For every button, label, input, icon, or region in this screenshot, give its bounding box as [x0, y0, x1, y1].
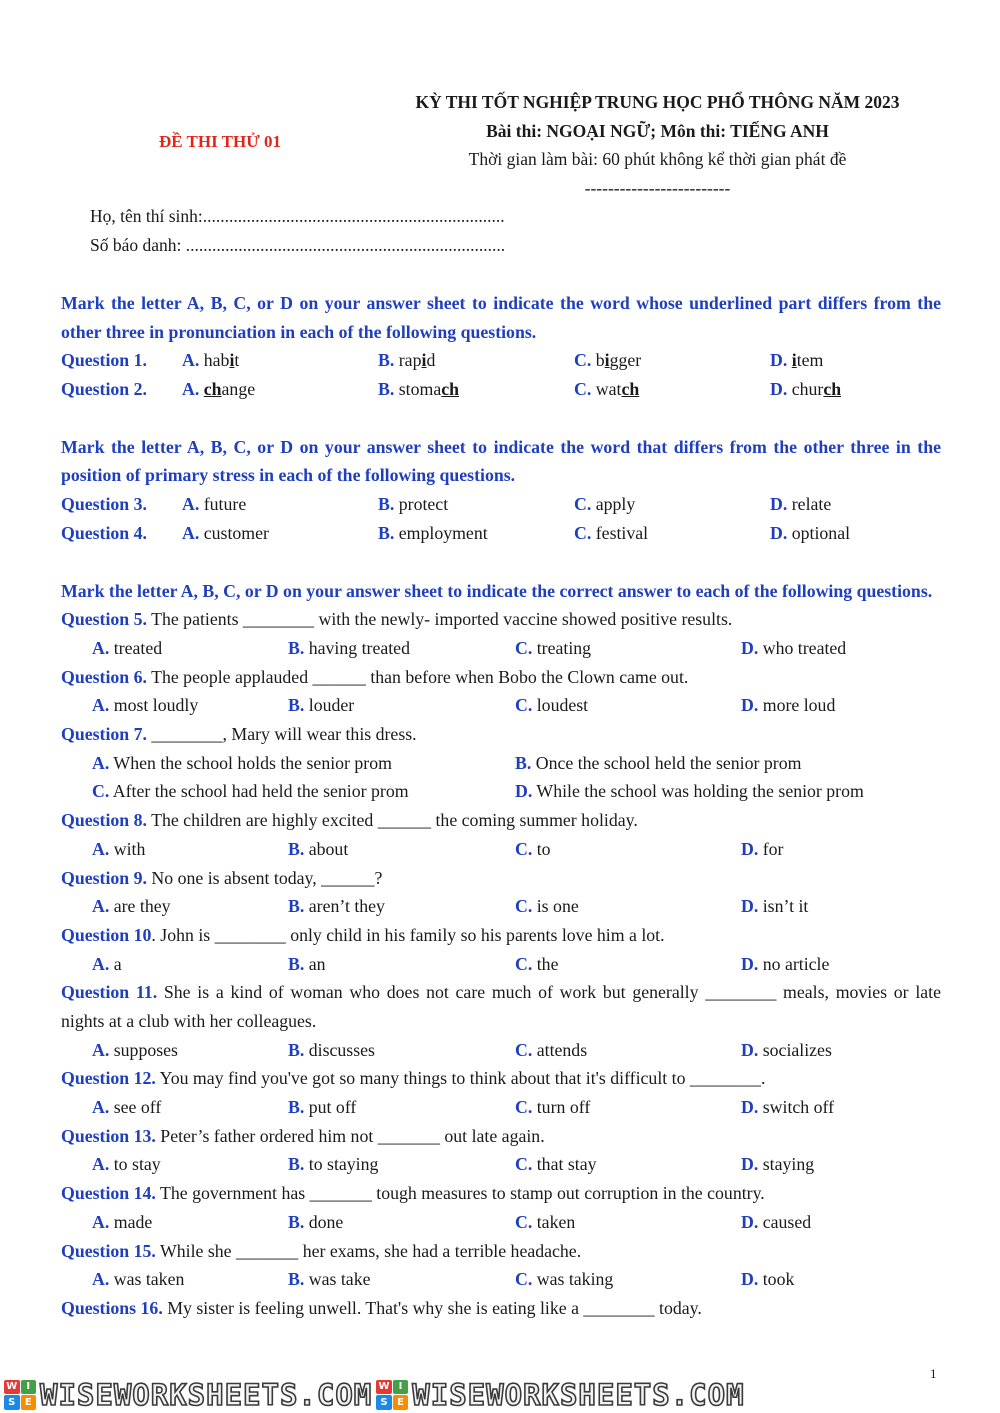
question-label: Question 2. — [61, 379, 147, 400]
option-c[interactable]: C. bigger — [574, 350, 642, 371]
option-c[interactable]: C. apply — [574, 494, 636, 515]
footer-watermark — [0, 1376, 1000, 1413]
option-a[interactable]: A. future — [182, 494, 247, 515]
option-a[interactable]: A. was taken — [92, 1269, 185, 1290]
option-a[interactable]: A. to stay — [92, 1154, 161, 1175]
option-b[interactable]: B. protect — [378, 494, 449, 515]
option-b[interactable]: B. about — [288, 838, 349, 859]
option-c[interactable]: C. that stay — [515, 1154, 597, 1175]
question-stem: Question 5. The patients ________ with the newly- imported vaccine showed positive results. — [61, 609, 733, 630]
options-row — [61, 950, 941, 979]
option-a[interactable]: A. change — [182, 379, 256, 400]
question-stem: Question 6. The people applauded ______ than before when Bobo the Clown came out. — [61, 666, 689, 687]
section2-instruction: Mark the letter A, B, C, or D on your answer sheet to indicate the word that differs from the other three in the position of primary stress in each of the following questions. — [61, 436, 941, 486]
option-b[interactable]: B. was take — [288, 1269, 371, 1290]
option-c[interactable]: C. the — [515, 953, 559, 974]
option-b[interactable]: B. having treated — [288, 637, 410, 658]
option-b[interactable]: B. louder — [288, 695, 355, 716]
option-c[interactable]: C. turn off — [515, 1097, 591, 1118]
option-c[interactable]: C. watch — [574, 379, 640, 400]
option-b[interactable]: B. stomach — [378, 379, 460, 400]
question-label: Question 1. — [61, 350, 147, 371]
question-stem: Question 8. The children are highly excited ______ the coming summer holiday. — [61, 810, 638, 831]
watermark-group — [4, 1378, 372, 1412]
question-row — [61, 519, 941, 548]
section3-instruction: Mark the letter A, B, C, or D on your answer sheet to indicate the correct answer to each of the following questions. — [61, 580, 933, 601]
options-row — [61, 892, 941, 921]
question-label: Question 4. — [61, 522, 147, 543]
option-b[interactable]: B. aren’t they — [288, 896, 385, 917]
question-stem: Question 12. You may find you've got so many things to think about that it's difficult to ________. — [61, 1068, 766, 1089]
subject-line: Bài thi: NGOẠI NGỮ; Môn thi: TIẾNG ANH — [486, 120, 829, 141]
option-d[interactable]: D. for — [741, 838, 784, 859]
question-stem: Question 13. Peter’s father ordered him not _______ out late again. — [61, 1125, 545, 1146]
question-stem: Question 11. She is a kind of woman who does not care much of work but generally ________ meals, movies or late nights at a club with her colleagues. — [61, 982, 941, 1031]
time-line: Thời gian làm bài: 60 phút không kể thời gian phát đề — [468, 149, 847, 169]
exam-header — [380, 88, 935, 202]
option-d[interactable]: D. church — [770, 379, 842, 400]
header-divider: ------------------------- — [584, 177, 731, 198]
option-c[interactable]: C. was taking — [515, 1269, 614, 1290]
option-b[interactable]: B. discusses — [288, 1039, 375, 1060]
watermark-text: WISEWORKSHEETS.COM — [412, 1377, 745, 1412]
candidate-id-line: Số báo danh: ......................................................................... — [90, 235, 506, 255]
option-d[interactable]: D. more loud — [741, 695, 836, 716]
options-row — [61, 634, 941, 663]
option-b[interactable]: B. rapid — [378, 350, 436, 371]
options-row — [61, 691, 941, 720]
option-a[interactable]: A. a — [92, 953, 122, 974]
option-a[interactable]: A. most loudly — [92, 695, 199, 716]
question-stem: Question 10. John is ________ only child in his family so his parents love him a lot. — [61, 924, 665, 945]
options-row — [61, 1265, 941, 1294]
exam-title: KỲ THI TỐT NGHIỆP TRUNG HỌC PHỔ THÔNG NĂM 2023 — [415, 92, 900, 112]
option-d[interactable]: D. relate — [770, 494, 832, 515]
option-d[interactable]: D. isn’t it — [741, 896, 809, 917]
option-d[interactable]: D. no article — [741, 953, 830, 974]
question-row — [61, 375, 941, 404]
options-row — [61, 1208, 941, 1237]
option-a[interactable]: A. supposes — [92, 1039, 178, 1060]
option-a[interactable]: A. habit — [182, 350, 240, 371]
options-row — [61, 1150, 941, 1179]
option-c[interactable]: C. treating — [515, 637, 592, 658]
test-label: ĐỀ THI THỬ 01 — [158, 132, 282, 151]
wise-logo-icon: W I S E — [4, 1380, 36, 1410]
option-d[interactable]: D. While the school was holding the senior prom — [515, 781, 864, 802]
options-row — [61, 835, 941, 864]
option-d[interactable]: D. staying — [741, 1154, 815, 1175]
question-row — [61, 490, 941, 519]
question-stem: Question 15. While she _______ her exams, she had a terrible headache. — [61, 1240, 582, 1261]
option-b[interactable]: B. Once the school held the senior prom — [515, 752, 802, 773]
option-a[interactable]: A. When the school holds the senior prom — [92, 752, 392, 773]
option-a[interactable]: A. with — [92, 838, 146, 859]
option-a[interactable]: A. are they — [92, 896, 171, 917]
option-b[interactable]: B. done — [288, 1211, 344, 1232]
question-stem: Question 14. The government has _______ tough measures to stamp out corruption in the country. — [61, 1183, 765, 1204]
option-d[interactable]: D. optional — [770, 522, 851, 543]
option-d[interactable]: D. took — [741, 1269, 795, 1290]
option-a[interactable]: A. made — [92, 1211, 153, 1232]
option-a[interactable]: A. customer — [182, 522, 269, 543]
section1-instruction: Mark the letter A, B, C, or D on your answer sheet to indicate the word whose underlined part differs from the other three in pronunciation in each of the following questions. — [61, 293, 941, 342]
options-row — [61, 1093, 941, 1122]
option-d[interactable]: D. switch off — [741, 1097, 835, 1118]
candidate-name-line: Họ, tên thí sinh:..................................................................... — [90, 206, 505, 226]
question-label: Question 3. — [61, 494, 147, 515]
option-d[interactable]: D. caused — [741, 1211, 812, 1232]
wise-logo-icon: W I S E — [376, 1380, 408, 1410]
question-row — [61, 346, 941, 375]
option-c[interactable]: C. loudest — [515, 695, 589, 716]
option-c[interactable]: C. After the school had held the senior prom — [92, 781, 409, 802]
option-c[interactable]: C. taken — [515, 1211, 576, 1232]
watermark-group — [376, 1378, 744, 1412]
option-c[interactable]: C. is one — [515, 896, 579, 917]
option-d[interactable]: D. who treated — [741, 637, 847, 658]
option-c[interactable]: C. attends — [515, 1039, 588, 1060]
option-a[interactable]: A. see off — [92, 1097, 162, 1118]
question-stem: Question 9. No one is absent today, ______? — [61, 867, 383, 888]
watermark-text: WISEWORKSHEETS.COM — [40, 1377, 373, 1412]
option-b[interactable]: B. an — [288, 953, 326, 974]
exam-content — [61, 289, 941, 1323]
option-b[interactable]: B. employment — [378, 522, 488, 543]
option-c[interactable]: C. festival — [574, 522, 649, 543]
option-d[interactable]: D. socializes — [741, 1039, 832, 1060]
options-row — [61, 777, 941, 806]
page-number: 1 — [930, 1366, 937, 1381]
option-b[interactable]: B. put off — [288, 1097, 357, 1118]
question-stem: Question 7. ________, Mary will wear this dress. — [61, 724, 417, 745]
options-row — [61, 749, 941, 778]
options-row — [61, 1036, 941, 1065]
option-c[interactable]: C. to — [515, 838, 551, 859]
question-stem: Questions 16. My sister is feeling unwell. That's why she is eating like a ________ today. — [61, 1297, 702, 1318]
option-a[interactable]: A. treated — [92, 637, 163, 658]
option-b[interactable]: B. to staying — [288, 1154, 379, 1175]
option-d[interactable]: D. item — [770, 350, 824, 371]
